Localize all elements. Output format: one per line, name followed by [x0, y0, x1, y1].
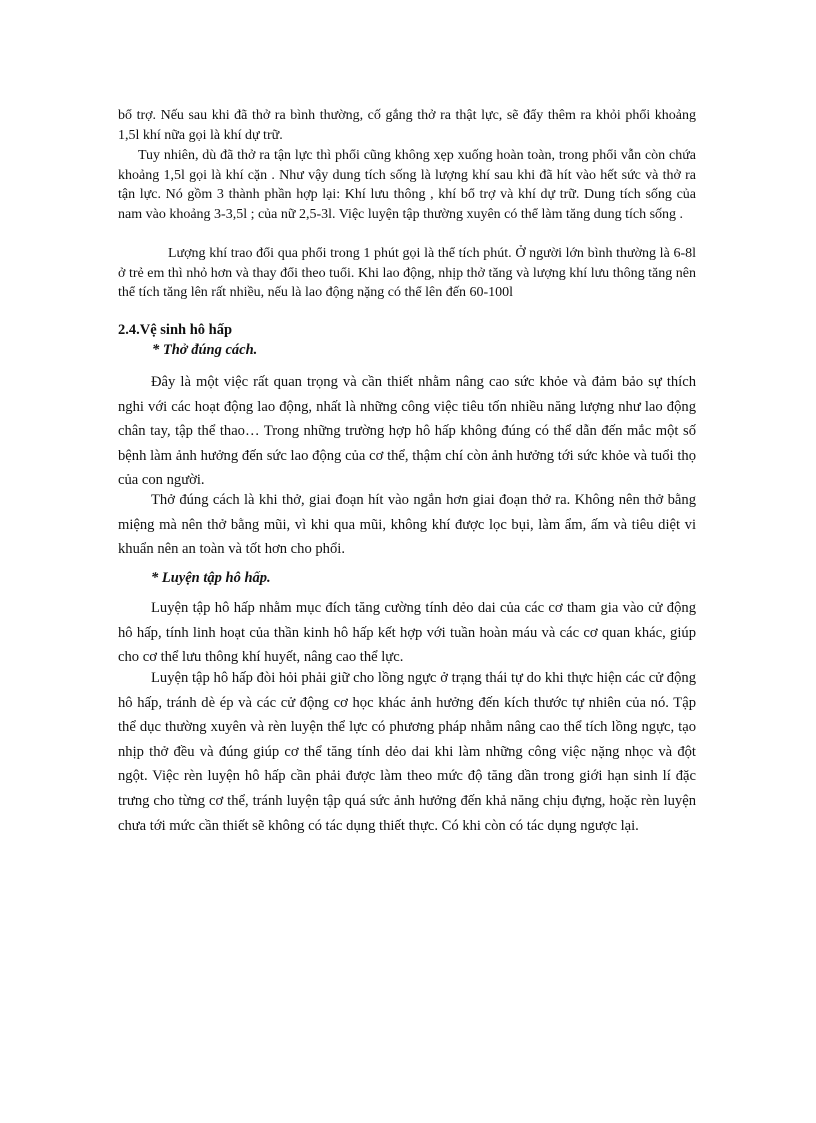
section-heading: 2.4.Vệ sinh hô hấp: [118, 322, 233, 338]
subheading-correct-breathing: * Thở đúng cách.: [152, 342, 258, 358]
paragraph-correct-breathing: Thở đúng cách là khi thở, giai đoạn hít vào ngắn hơn giai đoạn thở ra. Không nên thở bằng miệng mà nên thở bằng mũi, vì khi qua mũi, không khí được lọc bụi, làm ẩm, ấm và tiêu diệt vi khuẩn nên an toàn và tốt hơn cho phổi.: [118, 492, 696, 558]
paragraph-breath-reserve: bổ trợ. Nếu sau khi đã thở ra bình thường, cố gắng thở ra thật lực, sẽ đẩy thêm ra khỏi phổi khoảng 1,5l khí nữa gọi là khí dự trữ.: [118, 108, 696, 143]
paragraph-breathing-importance: Đây là một việc rất quan trọng và cần thiết nhằm nâng cao sức khỏe và đảm bảo sự thích nghi với các hoạt động lao động, nhất là những công việc tiêu tốn nhiều năng lượng như lao động chân tay, tập thể thao… Trong những trường hợp hô hấp không đúng có thể dẫn đến mắc một số bệnh làm ảnh hưởng đến sức lao động của cơ thể, thậm chí còn ảnh hưởng tới sức khỏe và tuổi thọ của con người.: [118, 374, 696, 489]
paragraph-exercise-purpose: Luyện tập hô hấp nhằm mục đích tăng cường tính dẻo dai của các cơ tham gia vào cử động hô hấp, tính linh hoạt của thần kinh hô hấp kết hợp với tuần hoàn máu và các cơ quan khác, giúp cho cơ thể lưu thông khí huyết, nâng cao thể lực.: [118, 600, 696, 666]
subheading-breathing-exercise: * Luyện tập hô hấp.: [151, 570, 271, 586]
paragraph-minute-volume: Lượng khí trao đổi qua phổi trong 1 phút gọi là thể tích phút. Ở người lớn bình thường là 6-8l ở trẻ em thì nhỏ hơn và thay đổi theo tuổi. Khi lao động, nhịp thở tăng và lượng khí lưu thông tăng nên thể tích tăng lên rất nhiều, nếu là lao động nặng có thể lên đến 60-100l: [118, 246, 696, 301]
paragraph-vital-capacity: Tuy nhiên, dù đã thở ra tận lực thì phổi cũng không xẹp xuống hoàn toàn, trong phổi vẫn còn chứa khoảng 1,5l gọi là khí cặn . Như vậy dung tích sống là lượng khí sau khi đã hít vào hết sức và thở ra tận lực. Nó gồm 3 thành phần hợp lại: Khí lưu thông , khí bổ trợ và khí dự trữ. Dung tích sống của nam vào khoảng 3-3,5l ; của nữ 2,5-3l. Việc luyện tập thường xuyên có thể làm tăng dung tích sống .: [118, 148, 696, 222]
paragraph-exercise-method: Luyện tập hô hấp đòi hỏi phải giữ cho lồng ngực ở trạng thái tự do khi thực hiện các cử động hô hấp, tránh dè ép và các cử động cơ học khác ảnh hưởng đến kích thước tự nhiên của nó. Tập thể dục thường xuyên và rèn luyện thể lực có phương pháp nhằm nâng cao thể tích lồng ngực, tạo nhịp thở đều và đúng giúp cơ thể tăng tính dẻo dai khi làm những công việc nặng nhọc và đột ngột. Việc rèn luyện hô hấp cần phải được làm theo mức độ tăng dần trong giới hạn sinh lí đặc trưng cho từng cơ thể, tránh luyện tập quá sức ảnh hưởng đến khả năng chịu đựng, hoặc rèn luyện chưa tới mức cần thiết sẽ không có tác dụng thiết thực. Có khi còn có tác dụng ngược lại.: [118, 670, 696, 834]
